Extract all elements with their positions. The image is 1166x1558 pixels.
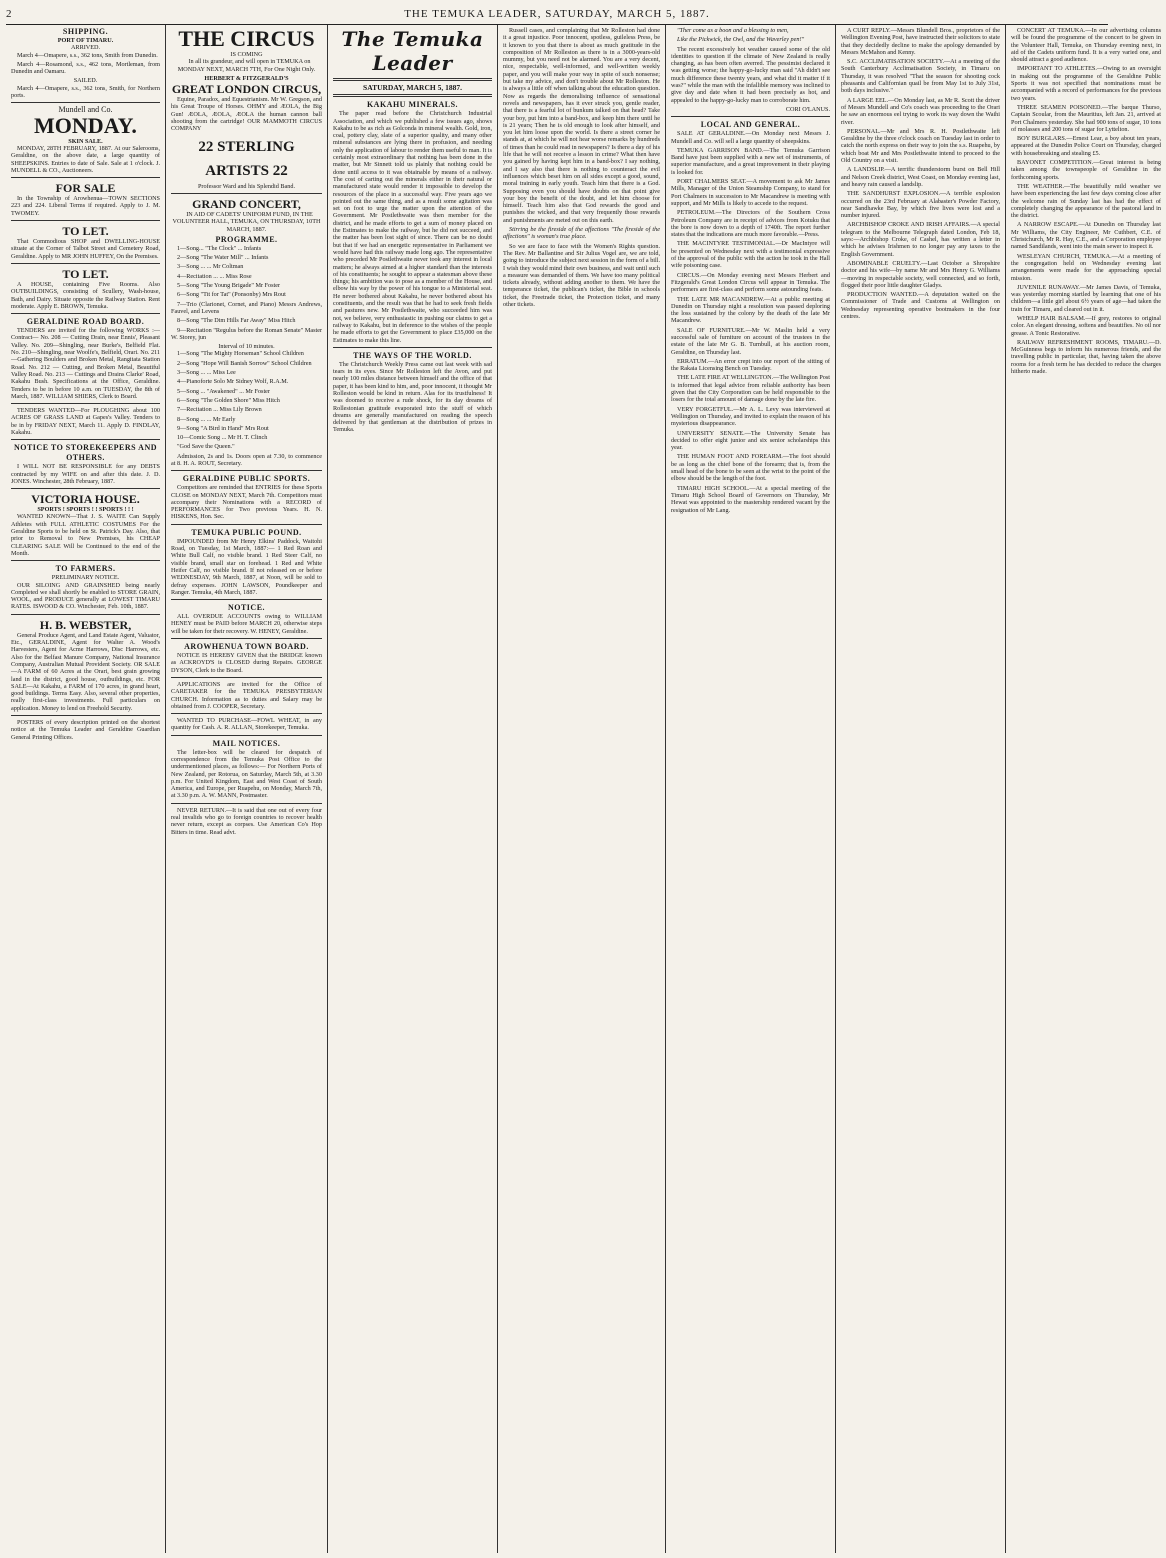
programme-item: 10—Comic Song ... Mr H. T. Clinch	[177, 434, 268, 442]
notice-body-2: ALL OVERDUE ACCOUNTS owing to WILLIAM HENEY must be PAID before MARCH 20, otherwise steps will be taken for their recovery. W. HENEY, Geraldine.	[171, 613, 322, 635]
pound-body: IMPOUNDED from Mr Henry Elkins' Paddock, Waitohi Road, on Tuesday, 1st March, 1887:— 1 Red Roan and White Bull Calf, no visible brand. 1 Red Steer Calf, no visible brand, small star on forehead. 1 Red and White Heifer Calf, no visible brand. If not released on or before WEDNESDAY, 9th March, 1887, at Noon, will be sold to defray expenses. JOHN LAWSON, Poundkeeper and Ranger. Temuka, 4th March, 1887.	[171, 537, 322, 596]
programme-item: 6—Song "The Golden Shore" Miss Hitch	[177, 396, 280, 404]
news-item: THREE SEAMEN POISONED.—The barque Thurso, Captain Scoular, from the Mauritius, left Jan. 21, arrived at Port Chalmers yesterday. She had 900 tons of sugar, 10 tons of molasses and 200 tons of sugar for Lyttelton.	[1011, 103, 1161, 133]
article-text: The paper read before the Christchurch Industrial Association, and which we published a few issues ago, shows Kakahu to be as rich as Golconda in mineral wealth. Gold, iron, coal, pottery clay, slate of a superior quality, and many other mineral substances are lying there in profusion, and needing only the application of labour to render them useful to man. It is certainly most extraordinary that nothing has been done in the matter, but Mr Sinnett told us plainly that nothing could be done until access to it was obtainable by means of a railway. The cost of carting out the minerals either in their natural or manufactured state would render it impossible to develop the resources of the place in a successful way. Five years ago we pointed out the same thing, and as a result some agitation was set on foot to urge the matter upon the attention of the Government. Mr Postlethwaite was then member for the district, and he made efforts to get a sum of money placed on the Estimates to make the railway, but he did not succeed, and the matter has been lost sight of since. There can be no doubt but that if we had an energetic representative in Parliament we would have had this railway made long ago. The representative who preceded Mr Postlethwaite never took any interest in local matters; he always aimed at a higher standard than the interests of his constituents; he sought to appear a statesman above these things; his ambition was to pose as a member of the House, and elbow his way by the power of his tongue to a Ministerial seat. He never bothered about Kakahu, he never bothered about his constituents, and the result was that he had to seek fresh fields and pastures new. Mr Postlethwaite, who succeeded him was not, we believe, very enthusiastic in pushing our claims to get a railway to Kakahu, but in deference to the wishes of the people he made efforts to get the Government to place £35,000 on the Estimates to make this line.	[333, 110, 492, 344]
circus-body: Equine, Paradox, and Equestrianism. Mr W. Gregson, and his Great Troupe of Horses. OHMY and ÆOLA, the Big Gun! ÆOLA, ÆOLA, ÆOLA the human cannon ball shooting from the cartridge! OUR MAMMOTH CIRCUS COMPANY	[171, 96, 322, 133]
sailed-label: SAILED.	[73, 77, 98, 85]
news-item: UNIVERSITY SENATE.—The University Senate has decided to offer eight junior and six senior scholarships this year.	[671, 429, 830, 452]
news-item: S.C. ACCLIMATISATION SOCIETY.—At a meeting of the South Canterbury Acclimatisation Society, in Timaru on Thursday, it was resolved "That the season for shooting cock pheasants and Californian quail be from May 1st to July 31st, both days inclusive."	[841, 58, 1000, 95]
masthead-title: The Temuka Leader	[341, 27, 484, 75]
to-let-heading: TO LET.	[62, 224, 109, 239]
news-item: PERSONAL.—Mr and Mrs R. H. Postlethwaite left Geraldine by the three o'clock coach on Tuesday last in order to catch the north express on their way to join the s.s. Ruapehu, by which boat Mr and Mrs Postlethwaite intend to proceed to the Old Country on a visit.	[841, 127, 1000, 165]
news-item: PORT CHALMERS SEAT.—A movement to ask Mr James Mills, Manager of the Union Steamship Company, to stand for Port Chalmers in succession to Mr Macandrew is meeting with support, and Mr Mills is likely to accede to the request.	[671, 178, 830, 207]
sailing-item: March 4—Omapere, s.s., 362 tons, Smith, for Northern ports.	[11, 84, 160, 100]
programme-item: 6—Song "Tit for Tat" (Ponsonby) Mrs Rout	[177, 291, 286, 299]
circus-coming: IS COMING	[230, 51, 263, 58]
road-board-heading: GERALDINE ROAD BOARD.	[26, 317, 145, 327]
programme-item: 3—Song ... ... Mr Coltman	[177, 263, 244, 271]
news-item: THE HUMAN FOOT AND FOREARM.—The foot should be as long as the chief bone of the forearm; that is, from the small head of the bone to be seen at the wrist to the point of the elbow should be the length of the foot.	[671, 453, 830, 483]
notice-heading-2: NOTICE.	[227, 603, 266, 613]
webster-heading: H. B. WEBSTER,	[39, 617, 132, 632]
programme-item: "God Save the Queen."	[177, 443, 235, 451]
wheat-ad: WANTED TO PURCHASE—FOWL WHEAT, in any quantity for Cash. A. R. ALLAN, Storekeeper, Temuka.	[171, 717, 322, 732]
mail-heading: MAIL NOTICES.	[212, 738, 281, 748]
ways-text: The Christchurch Weekly Press came out last week with sad tears in its eyes. Since Mr Rolleston left the Avon, and put nearly 100 miles distance between himself and the office of that paper, it has been kind to him, and, poor innocent, it thought Mr Rolleston would be kind in return. Alas for its trustfulness! It was doomed to receive a rude shock, for its day dreams of Rollestonian gratitude evaporated into the stuff of which dreams are generally manufactured on reading the speech delivered by that gentleman at the distribution of prizes in Temuka.	[333, 360, 492, 434]
admission: Admission, 2s and 1s. Doors open at 7.30, to commence at 8. H. A. ROUT, Secretary.	[171, 452, 322, 467]
farmers-sub: PRELIMINARY NOTICE.	[51, 574, 120, 582]
article-heading: KAKAHU MINERALS.	[366, 100, 459, 110]
programme-list	[171, 245, 322, 341]
skin-sale-heading: SKIN SALE.	[68, 137, 103, 145]
victoria-body: WANTED KNOWN—That J. S. WAITE Can Supply Athletes with FULL ATHLETIC COSTUMES For the Geraldine Sports to be held on St. Patrick's Day. Also, that prior to Removal to New Premises, his CHEAP CLEARING SALE Will be Continued to the end of the Month.	[11, 513, 160, 557]
arrival-item: March 4—Omapere, s.s., 362 tons, Smith from Dunedin.	[17, 51, 158, 59]
programme-item: 5—Song "The Young Brigade" Mr Foster	[177, 282, 281, 290]
news-item: TEMUKA GARRISON BAND.—The Temuka Garrison Band have just been supplied with a new set of instruments, of superior manufacture, and a great improvement in their playing is looked for.	[671, 146, 830, 176]
to-let-body-2: A HOUSE, containing Five Rooms. Also OUTBUILDINGS, consisting of Scullery, Wash-house, Bath, and Dairy. Situate opposite the Railway Station. Rent moderate. Apply E. BROWN, Temuka.	[11, 280, 160, 310]
column-7	[1006, 25, 1166, 1553]
programme-item: 7—Trio (Clarionet, Cornet, and Piano) Messrs Andrews, Fauvel, and Levens	[171, 300, 322, 315]
news-item: RAILWAY REFRESHMENT ROOMS, TIMARU.—D. McGuinness begs to inform his numerous friends, and the travelling public in particular, that, having taken the above rooms for a fresh term he has decided to reduce the charges hitherto made.	[1011, 338, 1161, 376]
news-item: TIMARU HIGH SCHOOL.—At a special meeting of the Timaru High School Board of Governors on Thursday, Mr Hewat was appointed to the mastership rendered vacant by the resignation of Mr Lang.	[671, 484, 830, 514]
interval-line: Interval of 10 minutes.	[218, 343, 275, 351]
caretaker-ad: APPLICATIONS are invited for the Office of CARETAKER for the TEMUKA PRESBYTERIAN CHURCH. Information as to duties and Salary may be obtained from J. COOPER, Secretary.	[171, 680, 322, 710]
circus-heading: THE CIRCUS	[178, 26, 315, 51]
pound-heading: TEMUKA PUBLIC POUND.	[191, 527, 302, 537]
farmers-body: OUR SILOING AND GRAINSHED being nearly Completed we shall shortly be enabled to STORE GRAIN, WOOL, and PRODUCE generally at LOWEST TIMARU RATES. ISWOOD & CO. Winchester, Feb. 10th, 1887.	[11, 581, 160, 611]
arowhenua-heading: AROWHENUA TOWN BOARD.	[184, 642, 309, 652]
arrival-item: March 4—Rosamond, s.s., 462 tons, Mortleman, from Dunedin and Oamaru.	[11, 60, 160, 76]
page-header	[6, 4, 1108, 25]
news-item: BOY BURGLARS.—Ernest Lear, a boy about ten years, appeared at the Dunedin Police Court on Thursday, charged with housebreaking and stealing £5.	[1011, 135, 1161, 157]
notice-heading: NOTICE TO STOREKEEPERS AND OTHERS.	[13, 443, 158, 463]
local-heading: LOCAL AND GENERAL.	[700, 120, 801, 130]
news-item: THE LATE MR MACANDREW.—At a public meeting at Dunedin on Thursday night a resolution was passed deploring the loss sustained by the colony by the death of the late Mr Macandrew.	[671, 295, 830, 325]
programme-item: 8—Song "The Dim Hills Far Away" Miss Hitch	[177, 317, 296, 325]
article-quote: Stirring be the fireside of the affections "The fireside of the affections" is woman's true place.	[503, 226, 660, 241]
concert-heading: GRAND CONCERT,	[192, 196, 301, 211]
for-sale-heading: FOR SALE	[55, 181, 116, 196]
news-item: ABOMINABLE CRUELTY.—Last October a Shropshire doctor and his wife—by name Mr and Mrs Henry G. Williams—moving in respectable society, well connected, and so forth, flogged their poor little daughter Gladys.	[841, 259, 1000, 289]
edition-date: SATURDAY, MARCH 5, 1887.	[363, 83, 462, 92]
poem-line: Like the Pickwick, the Owl, and the Waverley pen!"	[677, 36, 805, 44]
never-return-ad: NEVER RETURN.—It is said that one out of every four real invalids who go to foreign countries to recover health never return, except as corpses. Use American Co's Hop Bitters in time. Read advt.	[171, 806, 322, 836]
news-item: CONCERT AT TEMUKA.—In our advertising columns will be found the programme of the concert to be given in the Volunteer Hall, Temuka, on Thursday evening next, in aid of the Cadets uniform fund. It is a very varied one, and should attract a good audience.	[1011, 27, 1161, 64]
news-item: JUVENILE RUNAWAY.—Mr James Davis, of Temuka, was yesterday morning startled by learning that one of his children—a little girl about 6½ years of age—had taken the train for Timaru, and cleared out in it.	[1011, 283, 1161, 313]
news-list	[841, 27, 1000, 320]
programme-item: 2—Song "The Water Mill" ... Infants	[177, 254, 269, 262]
sterling-artists: 22 STERLING ARTISTS 22	[198, 138, 295, 179]
news-item: SALE AT GERALDINE.—On Monday next Messrs J. Mundell and Co. will sell a large quantity of sheepskins.	[671, 130, 830, 145]
webster-body: General Produce Agent, and Land Estate Agent, Valuator, Etc., GERALDINE, Agent for Walter A. Wood's Harvesters, Agent for Acme Harrows, Disc Harrows, etc. Also for the Belfast Manure Company, National Insurance Company, Australian Mutual Provident Society. OR SALE—A FARM of 60 Acres at the Orari, best grain growing land in the district, good house, outbuildings, etc. FOR SALE—At Kakahu, a FARM of 170 acres, in grand heart, good buildings. Terms Easy. Also, several other properties, really first-class investments. Full particulars on application. Money to lend on Freehold Security.	[11, 631, 160, 712]
sterling-sub: Professor Ward and his Splendid Band.	[197, 182, 295, 190]
column-2	[166, 25, 328, 1553]
programme-item: 8—Song ... ... Mr Early	[177, 415, 236, 423]
arowhenua-body: NOTICE IS HEREBY GIVEN that the BRIDGE known as ACKROYD'S is CLOSED during Repairs. GEORGE DYSON, Clerk to the Board.	[171, 652, 322, 674]
shipping-heading: SHIPPING.	[62, 27, 109, 36]
news-item: A LANDSLIP.—A terrific thunderstorm burst on Bell Hill and Nelson Creek district, West Coast, on Monday evening last, and heavy rain caused a landslip.	[841, 166, 1000, 188]
port-heading: PORT OF TIMARU.	[57, 37, 114, 44]
article-text-2: So we are face to face with the Women's Rights question. The Rev. Mr Ballantine and Sir Julius Vogel are, we are told, going to introduce the subject next session in the form of a bill. I wish they would mind their own business, and wait until such a measure was demanded of them. We have too many political tickets already, without adding another to them. We have the temperance ticket, the publican's ticket, the Bible in schools ticket, the Freetrade ticket, the Protection ticket, and many other tickets.	[503, 242, 660, 308]
news-item: THE MACINTYRE TESTIMONIAL.—Dr MacIntyre will be presented on Wednesday next with a testimonial expressive of the approval of the public with the action he took in the Hall wife poisoning case.	[671, 240, 830, 270]
article-text: The recent excessively hot weather caused some of the old identities to question if the climate of New Zealand is really changing, as has been often averred. The pessimist declared it was getting worse; the happy-go-lucky man said "Ah didn't see much difference these twenty years, and what did it matter if it was?" while the man with the infallible memory was inclined to give day and date when it had been precisely as hot, and appealed to the happy-go-lucky man to corroborate him.	[671, 45, 830, 104]
page-number: 2	[6, 8, 13, 20]
columns	[6, 25, 1161, 1553]
programme-list-2	[171, 350, 322, 450]
news-list-2	[1011, 27, 1161, 375]
programme-item: 5—Song ... "Awakened" ... Mr Foster	[177, 387, 270, 395]
column-4	[498, 25, 666, 1553]
tenders-wanted: TENDERS WANTED—For PLOUGHING about 100 ACRES OF GRASS LAND at Gapes's Valley. Tenders to be in by FRIDAY NEXT, March 11. Apply D. FINDLAY, Kakahu.	[11, 407, 160, 436]
column-5	[666, 25, 836, 1553]
news-item: THE SANDHURST EXPLOSION.—A terrible explosion occurred on the 23rd February at Alabaster's Powder Factory, near Sandhawke Bay, by which five lives were lost and a number injured.	[841, 190, 1000, 220]
column-3	[328, 25, 498, 1553]
news-item: THE WEATHER.—The beautifully mild weather we have been experiencing the last few days coming close after the welcome rain of Sunday last has had the effect of completely changing the appearance of the pastoral land in the district.	[1011, 182, 1161, 220]
circus-intro: In all its grandeur, and will open in TEMUKA on MONDAY NEXT, MARCH 7TH, For One Night Only.	[177, 58, 316, 73]
monday-heading: MONDAY.	[34, 112, 137, 138]
programme-item: 4—Pianoforte Solo Mr Sidney Wolf, R.A.M.	[177, 378, 289, 386]
news-item: IMPORTANT TO ATHLETES.—Owing to an oversight in making out the programme of the Geraldine Public Sports it was not specified that nominations must be accompanied with a record of performances for the previous two years.	[1011, 65, 1161, 102]
skin-sale-body: MONDAY, 28TH FEBRUARY, 1887. At our Salerooms, Geraldine, on the above date, a large quantity of SHEEPSKINS. Entries to date of Sale. Sale at 1 o'clock. J. MUNDELL & CO., Auctioneers.	[11, 144, 160, 174]
news-item: WHELP HAIR BALSAM.—If grey, restores to original color. An elegant dressing, softens and beautifies. No oil nor grease. A Tonic Restorative.	[1011, 314, 1161, 337]
programme-item: 1—Song "The Mighty Horseman" School Children	[177, 350, 304, 358]
news-item: A CURT REPLY.—Messrs Blundell Bros., proprietors of the Wellington Evening Post, have instructed their solicitors to state that they decidedly decline to make the apology demanded by Messrs McMahon and Kenny.	[841, 27, 1000, 56]
news-item: PETROLEUM.—The Directors of the Southern Cross Petroleum Company are in receipt of advices from Kotuku that the bore is now down to a depth of 1740ft. The report further states that the indications are much more favorable.—Press.	[671, 209, 830, 239]
circus-name: GREAT LONDON CIRCUS,	[171, 82, 322, 97]
programme-item: 3—Song ... ... Miss Lee	[177, 369, 236, 377]
news-item: A LARGE EEL.—On Monday last, as Mr R. Scott the driver of Messrs Mundell and Co's coach was proceeding to the Orari he saw an enormous eel trying to work its way down the Waihi river.	[841, 96, 1000, 126]
page-header-title: THE TEMUKA LEADER, SATURDAY, MARCH 5, 1887.	[404, 8, 710, 20]
for-sale-body: In the Township of Arowhenua—TOWN SECTIONS 223 and 224. Liberal Terms if required. Apply to J. M. TWOMEY.	[11, 195, 160, 217]
column-6	[836, 25, 1006, 1553]
to-let-heading-2: TO LET.	[62, 266, 109, 281]
notice-body: I WILL NOT BE RESPONSIBLE for any DEBTS contracted by my WIFE on and after this date. J. D. JONES. Winchester, 28th February, 1887.	[11, 463, 160, 485]
programme-item: 4—Recitation ... ... Miss Rose	[177, 272, 252, 280]
circus-owners: HERBERT & FITZGERALD'S	[204, 74, 289, 82]
poem-line: "Ther come as a boon and a blessing to men,	[677, 27, 789, 34]
arrived-label: ARRIVED.	[70, 44, 101, 52]
news-item: THE LATE FIRE AT WELLINGTON.—The Wellington Post is informed that legal advice from reliable authority has been given that the City Corporation can be held responsible to the losers for the total amount of damage done by the late fire.	[671, 374, 830, 404]
programme-item: 9—Song "A Bird in Hand" Mrs Rout	[177, 424, 269, 432]
mail-body: The letter-box will be cleared for despatch of correspondence from the Temuka Post Office to the undermentioned places, as follows:— For Northern Ports of New Zealand, per Rotorua, on Saturday, March 5th, at 3.30 p.m. For United Kingdom, East and West Coast of South America, and Europe, per Ruapehu, on Monday, March 7th, at 3.30 p.m. A. W. MANN, Postmaster.	[171, 748, 322, 800]
news-item: PRODUCTION WANTED.—A deputation waited on the Commissioner of Trade and Customs at Wellington on Wednesday representing operative bootmakers in the four centres.	[841, 291, 1000, 320]
to-let-body: That Commodious SHOP and DWELLING-HOUSE situate at the Corner of Talbot Street and Cemetery Road, Geraldine. Apply to MR JOHN HUFFEY, On the Premises.	[11, 238, 160, 260]
local-list	[671, 130, 830, 514]
programme-item: 2—Song "Hope Will Banish Sorrow" School Children	[177, 359, 312, 367]
news-item: BAYONET COMPETITION.—Great interest is being taken among the townspeople of Geraldine in the forthcoming sports.	[1011, 159, 1161, 181]
ways-heading: THE WAYS OF THE WORLD.	[353, 350, 472, 360]
signature: CORI O'LANUS.	[785, 105, 830, 113]
road-board-body: TENDERS are invited for the following WORKS :— Contract— No. 208 — Cutting Drain, near Ennis', Pleasant Valley. No. 209—Shingling, near Burke's, Belfield Flat. No. 210—Shingling, near Woolfe's, Belfield, Orari. No. 211—Gathering Boulders and Broken Metal, Rangitata Station Road. No. 212 — Cutting, and Broken Metal, Beautiful Valley Road. No. 213 — Cuttings and Drains Clarke' Road, Kakahu Bush. Specifications at the Office, Geraldine. Tenders to be in before 10 a.m. on TUESDAY, the 8th of March, 1887. WILLIAM SHIERS, Clerk to Board.	[11, 327, 160, 400]
news-item: WESLEYAN CHURCH, TEMUKA.—At a meeting of the congregation held on Wednesday evening last arrangements were made for the approaching special mission.	[1011, 252, 1161, 282]
news-item: CIRCUS.—On Monday evening next Messrs Herbert and Fitzgerald's Great London Circus will appear in Temuka. The performers are first-class and perform some astounding feats.	[671, 271, 830, 294]
farmers-heading: TO FARMERS.	[55, 564, 116, 574]
programme-item: 7—Recitation ... Miss Lily Brown	[177, 406, 262, 414]
sports-line: SPORTS ! SPORTS ! ! SPORTS ! ! !	[37, 506, 134, 514]
news-item: ARCHBISHOP CROKE AND IRISH AFFAIRS.—A special telegram to the Melbourne Telegraph dated London, Feb 18, says:—Archbishop Croke, of Cashel, has written a letter in which he advises Irishmen to no longer pay any taxes to the English Government.	[841, 221, 1000, 258]
news-item: VERY FORGETFUL.—Mr A. L. Levy was interviewed at Wellington on Thursday, and invited to explain the reason of his mysterious disappearance.	[671, 405, 830, 428]
news-item: SALE OF FURNITURE.—Mr W. Maslin held a very successful sale of furniture on account of the trustees in the estate of the late Mr G. B. Turnbull, at his auction room, Geraldine, on Thursday last.	[671, 326, 830, 356]
column-1	[6, 25, 166, 1553]
firm-name: Mundell and Co.	[58, 105, 113, 115]
sports-heading: GERALDINE PUBLIC SPORTS.	[182, 474, 311, 484]
article-text: Russell cases, and complaining that Mr Rolleston had done it a great injustice. Poor innocent, spotless, guileless Press, be it known to you that there is about as much gratitude in the composition of Mr Rolleston as there is in a 3000-years-old mummy, but you need not be alarmed. You are a very decent, nice, respectable, well-informed, and well-written weekly paper, and you will make your way in spite of such nonsense; but take my advice, and don't trouble about Mr Rolleston. He is always a little off when talking about the education question. Now as regards the demoralising influence of sensational novels and newspapers, has it ever struck you, gentle reader, that there is a fearful lot of bunkum talked on that head? Take your boy, put him into a band-box, and keep him there until he is 21 years; Then he is old enough to look after himself, and you let him loose upon the world. Is there a street corner he stands at, at which he will not hear worse remarks by hundreds of times than he could read in newspapers? Is there a day of his life that he will not receive a lesson in crime? What then have you gained by having kept him in a band-box? I say nothing, and I say also that there is nothing to counteract the evil influences which beset him on all sides except a good, sound, moral training in early youth. Teach him that there is a God. Supposing even you should have doubts on that point give your boy the benefit of the doubt, and let him choose for himself. Teach him also that God rewards the good and punishes the wicked, and that very frequently those rewards and punishments are meted out on this earth.	[503, 27, 660, 224]
news-item: ERRATUM.—An error crept into our report of the sitting of the Rakaia Licensing Bench on Tuesday.	[671, 357, 830, 373]
programme-item: 9—Recitation "Regulus before the Roman Senate" Master W. Storey, jun	[171, 326, 322, 341]
concert-body: IN AID OF CADETS' UNIFORM FUND, IN THE VOLUNTEER HALL, TEMUKA, ON THURSDAY, 10TH MARCH, 1887.	[172, 210, 321, 233]
sports-body: Competitors are reminded that ENTRIES for these Sports CLOSE on MONDAY NEXT, March 7th. Competitors must accompany their Nominations with a RECORD of PERFORMANCES for Two previous Years. H. N. HISKENS, Hon. Sec.	[171, 484, 322, 521]
news-item: A NARROW ESCAPE.—At Dunedin on Thursday last Mr Williams, the City Engineer, Mr Cuthbert, C.E. of Christchurch, Mr R. Hay, C.E., and a Corporation employee named Sandilands, went into the main sewer to inspect it.	[1011, 221, 1161, 251]
victoria-heading: VICTORIA HOUSE.	[31, 492, 140, 507]
programme-item: 1—Song... "The Clock" ... Infants	[177, 244, 262, 252]
posters-ad: POSTERS of every description printed on the shortest notice at the Temuka Leader and Geraldine Guardian General Printing Offices.	[11, 719, 160, 741]
programme-heading: PROGRAMME.	[215, 234, 278, 244]
